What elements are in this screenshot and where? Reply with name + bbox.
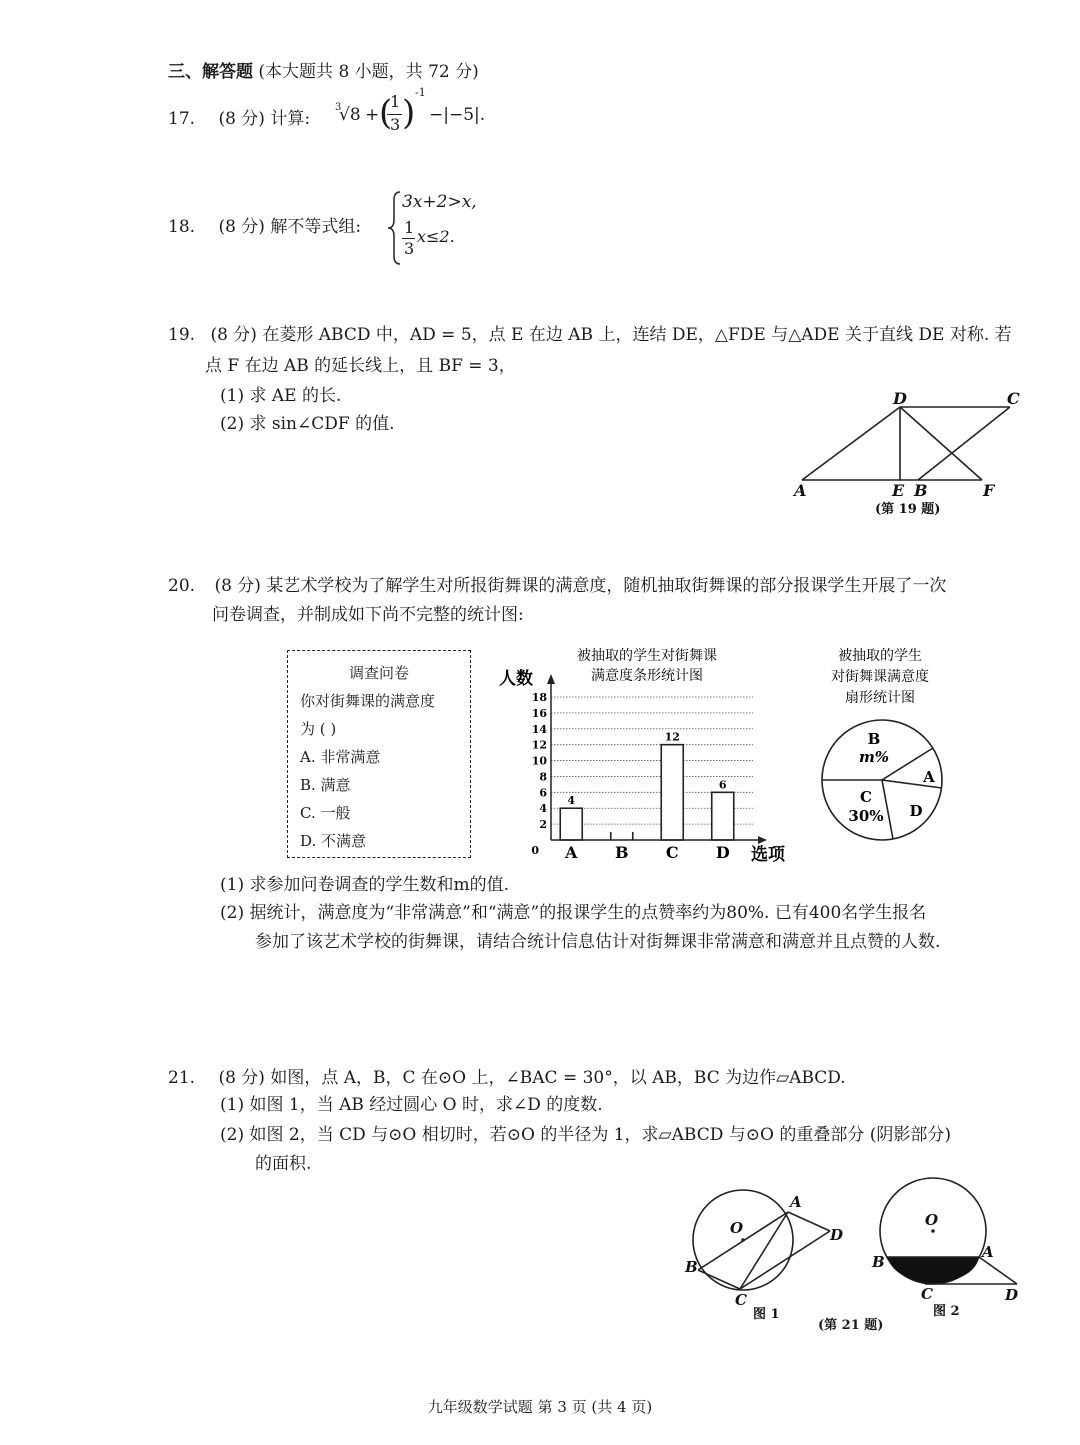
q21-sub2-line1: (2) 如图 2，当 CD 与⊙O 相切时，若⊙O 的半径为 1，求▱ABCD 与⊙O 的重叠部分 (阴影部分): [220, 1125, 951, 1145]
bar-d: [712, 792, 734, 840]
q18-line2-tail: x≤2.: [417, 227, 455, 246]
pie-label-a: A: [923, 768, 935, 786]
bar-chart-title-2: 满意度条形统计图: [591, 668, 703, 684]
pie-label-c: C: [860, 788, 872, 806]
fig1-label-c: C: [735, 1291, 747, 1309]
survey-question-1: 你对街舞课的满意度: [300, 692, 436, 710]
page-footer: 九年级数学试题 第 3 页 (共 4 页): [427, 1398, 653, 1416]
q21-line1: [168, 1064, 846, 1092]
q19-line1: [168, 321, 1012, 349]
q17-label: [168, 105, 310, 133]
q17-root-index: 3: [335, 102, 342, 113]
q19-number: 19.: [168, 325, 196, 345]
q17-prompt: 计算:: [270, 109, 311, 129]
survey-option-b: B. 满意: [300, 776, 351, 794]
q21-figure-2: [865, 1175, 1035, 1325]
bar-c: [661, 745, 683, 840]
q18-label: [168, 213, 361, 241]
q17-paren-right: ): [402, 93, 416, 133]
section-heading: [168, 58, 479, 86]
bar-category-c: C: [665, 843, 679, 862]
bar-chart-ytick-label: 8: [539, 770, 547, 784]
q20-line2: 问卷调查，并制成如下尚不完整的统计图:: [212, 605, 524, 625]
bar-category-a: A: [565, 843, 578, 862]
bar-chart: [495, 640, 795, 870]
survey-question-2: 为 ( ): [300, 720, 337, 738]
fig1-center: [741, 1238, 745, 1242]
survey-option-c: C. 一般: [300, 804, 351, 822]
bar-chart-ylabel: 人数: [499, 669, 533, 689]
q19-label-f: F: [983, 481, 995, 500]
bar-chart-xticks: [564, 843, 730, 862]
bar-chart-ytick-label: 12: [531, 738, 547, 752]
q17-paren-left: (: [379, 93, 393, 133]
q19-label-b: B: [914, 481, 928, 500]
fig1-label-d: D: [830, 1226, 844, 1244]
q17-plus: +: [365, 105, 380, 125]
q19-label-a: A: [794, 481, 807, 500]
q20-number: 20.: [168, 576, 196, 596]
q17-frac-num: 1: [390, 92, 401, 111]
q17-exponent: -1: [415, 86, 426, 99]
q19-score: (8 分): [210, 325, 257, 345]
bar-chart-ytick-label: 18: [531, 691, 547, 704]
q19-label-e: E: [892, 481, 905, 500]
pie-chart-title-2: 对街舞课满意度: [831, 669, 929, 685]
fig2-center: [931, 1229, 935, 1233]
q17-root: √8: [339, 105, 361, 125]
q19-label-c: C: [1007, 389, 1020, 408]
q21-figure-1: [680, 1185, 850, 1325]
q20-sub1: (1) 求参加问卷调查的学生数和m的值.: [220, 875, 510, 895]
q17-number: 17.: [168, 109, 196, 129]
q19-line2: 点 F 在边 AB 的延长线上，且 BF = 3，: [205, 356, 516, 376]
pie-divider-dc: [882, 780, 893, 839]
bar-chart-ytick-label: 2: [539, 818, 547, 832]
q19-sub2: (2) 求 sin∠CDF 的值.: [220, 414, 395, 434]
pie-value-c: 30%: [848, 807, 884, 825]
bar-chart-x-arrow: [758, 836, 767, 844]
bar-chart-xlabel: 选项: [751, 845, 785, 865]
bar-b-incomplete: [611, 832, 633, 840]
q17-score: (8 分): [218, 109, 265, 129]
fig2-caption: 图 2: [933, 1304, 960, 1319]
q19-sub1: (1) 求 AE 的长.: [220, 386, 342, 406]
pie-chart: [805, 640, 965, 845]
q21-score: (8 分): [218, 1068, 265, 1088]
q21-caption: (第 21 题): [818, 1318, 884, 1333]
section-note: (本大题共 8 小题，共 72 分): [258, 62, 479, 82]
bar-chart-ytick-label: 16: [531, 706, 547, 720]
q17-frac-den: 3: [390, 115, 401, 134]
q21-sub1: (1) 如图 1，当 AB 经过圆心 O 时，求∠D 的度数.: [220, 1095, 603, 1115]
bar-value-label-c: 12: [664, 730, 680, 744]
bar-chart-ytick-label: 0: [531, 844, 539, 857]
fig1-label-o: O: [730, 1219, 744, 1237]
q19-figure: [790, 385, 1040, 525]
pie-chart-title-3: 扇形统计图: [845, 690, 915, 706]
bar-value-label-d: 6: [718, 778, 727, 792]
bar-chart-bars: [560, 731, 734, 840]
q17-tail: −|−5|.: [429, 105, 486, 125]
q19-label-d: D: [893, 389, 907, 408]
q18-line1: 3x+2>x,: [402, 192, 477, 212]
bar-chart-ytick-label: 6: [539, 786, 547, 800]
pie-label-b: B: [867, 730, 881, 748]
survey-option-a: A. 非常满意: [300, 748, 381, 766]
bar-a: [560, 808, 582, 840]
q21-sub2-line2: 的面积.: [255, 1154, 312, 1174]
q18-frac-num: 1: [404, 218, 415, 237]
bar-chart-y-arrow: [547, 674, 555, 684]
q21-text1: 如图，点 A，B，C 在⊙O 上，∠BAC = 30°，以 AB，BC 为边作▱ABCD.: [270, 1068, 846, 1088]
fig2-label-o: O: [925, 1211, 939, 1229]
bar-category-b: B: [614, 843, 629, 862]
bar-chart-ytick-label: 4: [539, 802, 547, 816]
bar-chart-ytick-label: 14: [531, 722, 547, 736]
q21-number: 21.: [168, 1068, 196, 1088]
q20-score: (8 分): [214, 576, 261, 596]
pie-label-d: D: [909, 802, 923, 820]
bar-value-label-a: 4: [567, 794, 576, 808]
q20-sub2-line2: 参加了该艺术学校的街舞课，请结合统计信息估计对街舞课非常满意和满意并且点赞的人数.: [255, 932, 941, 952]
pie-chart-title-1: 被抽取的学生: [838, 648, 922, 664]
q18-number: 18.: [168, 217, 196, 237]
q20-line1: [168, 572, 946, 600]
fig2-label-b: B: [872, 1253, 885, 1271]
fig2-label-a: A: [982, 1243, 994, 1261]
bar-chart-ytick-label: 10: [531, 754, 547, 768]
fig2-label-c: C: [921, 1285, 933, 1303]
bar-category-d: D: [715, 843, 730, 862]
q19-caption: (第 19 题): [875, 502, 941, 517]
q19-text1: 在菱形 ABCD 中，AD = 5，点 E 在边 AB 上，连结 DE，△FDE 与△ADE 关于直线 DE 对称. 若: [262, 325, 1012, 345]
bar-chart-yticks: [531, 691, 547, 857]
q18-prompt: 解不等式组:: [270, 217, 362, 237]
survey-option-d: D. 不满意: [300, 832, 367, 850]
fig1-caption: 图 1: [753, 1307, 780, 1322]
survey-title: 调查问卷: [348, 664, 409, 682]
fig2-label-d: D: [1005, 1286, 1019, 1304]
section-title: 三、解答题: [168, 62, 253, 82]
q18-score: (8 分): [218, 217, 265, 237]
q20-text1: 某艺术学校为了解学生对所报街舞课的满意度，随机抽取街舞课的部分报课学生开展了一次: [266, 576, 947, 596]
q20-sub2-line1: (2) 据统计，满意度为“非常满意”和“满意”的报课学生的点赞率约为80%. 已有400名学生报名: [220, 903, 927, 923]
bar-chart-title-1: 被抽取的学生对街舞课: [577, 648, 717, 664]
q18-brace: [386, 190, 402, 266]
pie-value-b: m%: [858, 748, 890, 766]
fig1-label-b: B: [685, 1258, 698, 1276]
survey-questionnaire: [287, 650, 471, 858]
fig1-label-a: A: [790, 1193, 802, 1211]
q18-frac-den: 3: [404, 239, 415, 258]
fig2-shaded-region: [887, 1257, 979, 1284]
